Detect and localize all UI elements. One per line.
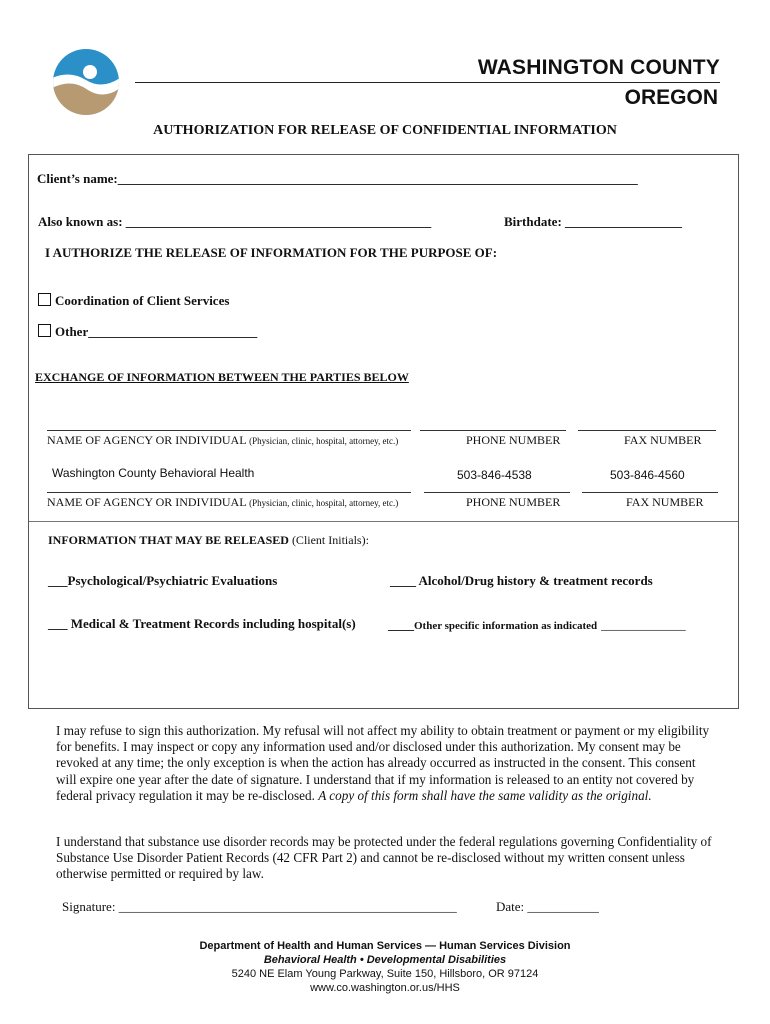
party1-name-field[interactable]: [47, 430, 411, 431]
date-field[interactable]: ___________: [527, 899, 599, 914]
aka-label: Also known as:: [38, 214, 123, 229]
party2-phone-rule: [424, 492, 570, 493]
consent-paragraph-2: I understand that substance use disorder records may be protected under the federal regulations governing Confidentiality of Substance Use Disorder Patient Records (42 CFR Part 2) and cannot be re-disclosed without my written consent unless otherwise permitted or required by law.: [56, 834, 712, 882]
party1-phone-caption: PHONE NUMBER: [466, 433, 561, 447]
agency-label: NAME OF AGENCY OR INDIVIDUAL: [47, 433, 247, 447]
client-name-field[interactable]: ________________________________________________________________________________: [117, 171, 638, 186]
consent-paragraph-1-text: I may refuse to sign this authorization. My refusal will not affect my ability to obtain treatment or payment or my eligibility for benefits. I may inspect or copy any information used and/or disclosed under this authorization. My consent may be revoked at any time; the only exception is when the action has already occurred as instructed in the consent. This consent will expire one year after the date of signature. I understand that if my information is released to an entity not covered by federal privacy regulation it may be re-disclosed.: [56, 723, 710, 803]
party2-agency-caption: [47, 495, 398, 510]
signature-row[interactable]: [62, 899, 457, 915]
birthdate-row[interactable]: [504, 214, 682, 230]
party2-fax-caption: FAX NUMBER: [626, 495, 704, 509]
party1-fax-field[interactable]: [578, 430, 716, 431]
coordination-label: Coordination of Client Services: [55, 293, 230, 308]
release-item-psych[interactable]: ___Psychological/Psychiatric Evaluations: [48, 573, 278, 588]
release-heading: [48, 533, 369, 548]
agency-label-2: NAME OF AGENCY OR INDIVIDUAL: [47, 495, 247, 509]
footer-address: 5240 NE Elam Young Parkway, Suite 150, Hillsboro, OR 97124: [231, 968, 539, 980]
purpose-heading: I AUTHORIZE THE RELEASE OF INFORMATION FOR THE PURPOSE OF:: [45, 245, 498, 260]
release-item-alcohol-drug[interactable]: ____ Alcohol/Drug history & treatment records: [390, 573, 653, 588]
release-heading-suffix: (Client Initials):: [291, 533, 369, 547]
party2-name-value[interactable]: Washington County Behavioral Health: [52, 466, 255, 480]
agency-hint-2: (Physician, clinic, hospital, attorney, etc.): [249, 498, 399, 508]
footer-website[interactable]: www.co.washington.or.us/HHS: [310, 982, 460, 994]
exchange-heading: EXCHANGE OF INFORMATION BETWEEN THE PARTIES BELOW: [35, 370, 409, 384]
checkbox-other[interactable]: [38, 324, 51, 337]
party2-name-rule: [47, 492, 411, 493]
client-name-row[interactable]: [37, 171, 638, 187]
release-other-field[interactable]: _____________: [601, 617, 686, 632]
footer-department: Department of Health and Human Services — Human Services Division: [199, 940, 571, 952]
birthdate-field[interactable]: __________________: [565, 214, 683, 229]
purpose-option-other[interactable]: [38, 324, 257, 340]
signature-field[interactable]: ____________________________________________________: [118, 899, 457, 914]
party2-fax-value[interactable]: 503-846-4560: [610, 468, 685, 482]
header-rule: [135, 82, 720, 83]
party1-phone-field[interactable]: [420, 430, 566, 431]
signature-label: Signature:: [62, 899, 116, 914]
section-divider: [29, 521, 738, 522]
release-item-medical[interactable]: ___ Medical & Treatment Records including hospital(s): [48, 616, 356, 631]
form-title: AUTHORIZATION FOR RELEASE OF CONFIDENTIAL INFORMATION: [153, 123, 617, 138]
release-other-initials[interactable]: ____: [388, 617, 414, 632]
agency-hint: (Physician, clinic, hospital, attorney, etc.): [249, 436, 399, 446]
party2-fax-rule: [582, 492, 718, 493]
consent-paragraph-1-italic: A copy of this form shall have the same validity as the original.: [318, 787, 652, 803]
party2-phone-caption: PHONE NUMBER: [466, 495, 561, 509]
client-name-label: Client’s name:: [37, 171, 118, 186]
aka-field[interactable]: _______________________________________________: [125, 214, 432, 229]
purpose-option-coordination[interactable]: [38, 293, 229, 309]
other-label: Other__________________________: [55, 324, 258, 339]
checkbox-coordination[interactable]: [38, 293, 51, 306]
org-name: WASHINGTON COUNTY: [477, 56, 720, 79]
date-row[interactable]: [496, 899, 599, 915]
birthdate-label: Birthdate:: [504, 214, 562, 229]
footer-divisions: Behavioral Health • Developmental Disabilities: [263, 954, 507, 966]
date-label: Date:: [496, 899, 525, 914]
aka-row[interactable]: [38, 214, 431, 230]
release-other-label: Other specific information as indicated: [414, 620, 598, 632]
party2-phone-value[interactable]: 503-846-4538: [457, 468, 532, 482]
county-logo: [52, 48, 120, 116]
party1-fax-caption: FAX NUMBER: [624, 433, 702, 447]
party1-agency-caption: [47, 433, 398, 448]
release-heading-text: INFORMATION THAT MAY BE RELEASED: [48, 533, 289, 547]
org-state: OREGON: [624, 86, 718, 109]
consent-paragraph-1: [56, 723, 716, 804]
release-item-other[interactable]: [388, 616, 686, 634]
